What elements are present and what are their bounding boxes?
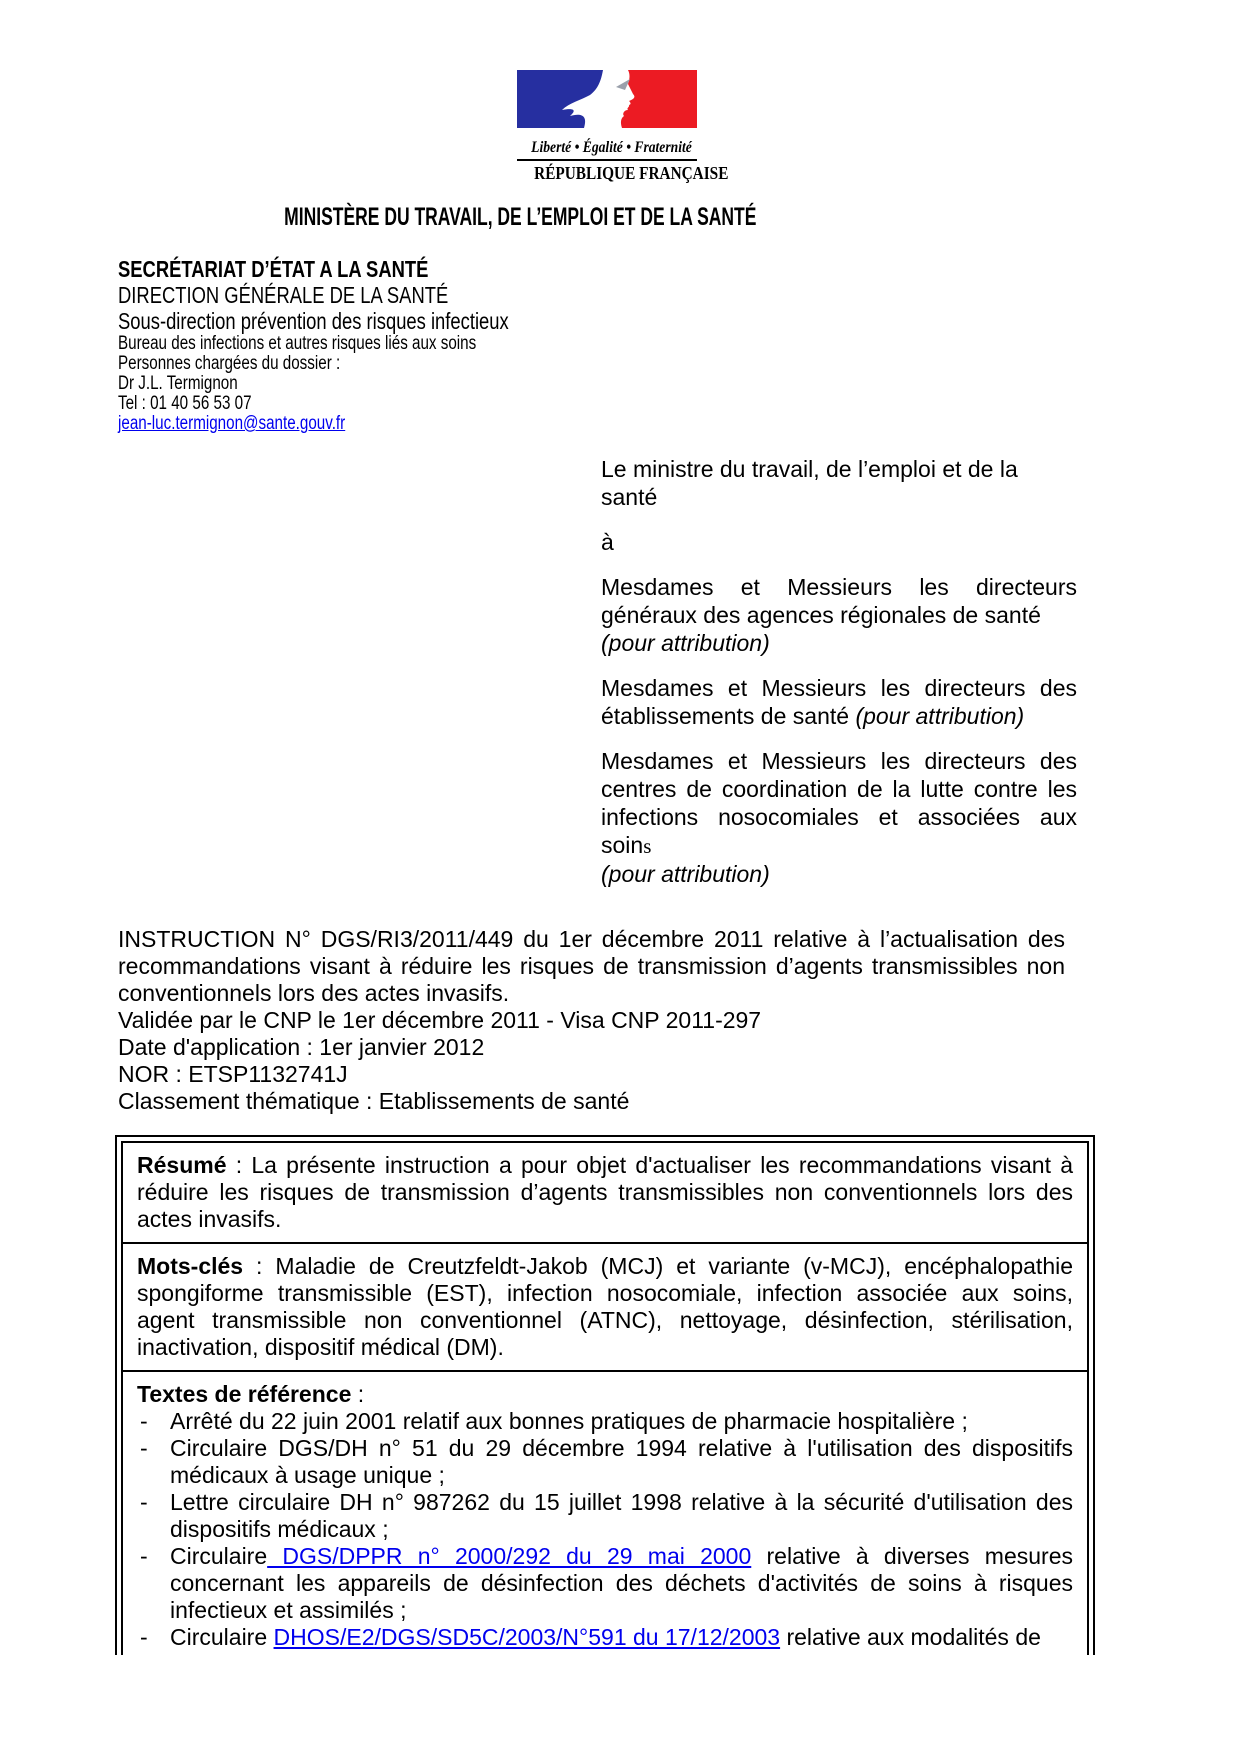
mots-cles-text: Maladie de Creutzfeldt-Jakob (MCJ) et variante (v-MCJ), encéphalopathie spongiforme transmissible (EST), infection nosocomiale, infection associée aux soins, agent transmissible non conventionnel (ATNC), nettoyage, désinfection, stérilisation, inactivation, dispositif médical (DM). — [137, 1253, 1074, 1360]
dash-bullet: - — [140, 1489, 148, 1515]
instruction-date-application: Date d'application : 1er janvier 2012 — [118, 1034, 485, 1060]
reference-link-dgs-dppr[interactable]: DGS/DPPR n° 2000/292 du 29 mai 2000 — [267, 1543, 752, 1569]
marianne-logo — [517, 70, 697, 128]
textes-reference-label: Textes de référence — [137, 1381, 352, 1407]
dash-bullet: - — [140, 1408, 148, 1434]
instruction-block — [118, 926, 1065, 1115]
logo-motto: Liberté • Égalité • Fraternité — [531, 139, 692, 156]
sender-phone: Tel : 01 40 56 53 07 — [118, 393, 252, 414]
sender-email-link[interactable]: jean-luc.termignon@sante.gouv.fr — [118, 413, 346, 434]
sender-secretariat: SECRÉTARIAT D’ÉTAT A LA SANTÉ — [118, 256, 429, 282]
addressee-a: à — [601, 529, 614, 555]
addressee-block — [601, 455, 1077, 905]
sender-sous-direction: Sous-direction prévention des risques infectieux — [118, 308, 509, 334]
addressee-from: Le ministre du travail, de l’emploi et de la santé — [601, 456, 1018, 510]
french-republic-logo — [517, 70, 729, 183]
sender-bureau: Bureau des infections et autres risques liés aux soins — [118, 333, 477, 354]
addressee-ars: Mesdames et Messieurs les directeurs généraux des agences régionales de santé (pour attribution) — [601, 574, 1077, 656]
textes-reference-box: Textes de référence : - Arrêté du 22 juin 2001 relatif aux bonnes pratiques de pharmacie hospitalière ; - Circulaire DGS/DH n° 51 du 29 décembre 1994 relative à l'utilisation des dispositifs médicaux à usage unique ; - Lettre circulaire DH n° 987262 du 15 juillet 1998 relative à la sécurité d'utilisation des dispositifs médicaux ; - Circulaire DGS/DPPR n° 2000/292 du 29 mai 2000 relative à diverses mesures concernant les appareils de désinfection des déchets d'activités de soins à risques infectieux et assimilés ; - Circulaire DHOS/E2/DGS/SD5C/2003/N°591 du 17/12/2003 relative aux modalités de — [123, 1370, 1087, 1655]
logo-republique: RÉPUBLIQUE FRANÇAISE — [534, 163, 729, 183]
dash-bullet: - — [140, 1543, 148, 1569]
mots-cles-label: Mots-clés — [137, 1253, 244, 1279]
sender-direction: DIRECTION GÉNÉRALE DE LA SANTÉ — [118, 282, 449, 308]
logo-divider — [517, 159, 697, 161]
dash-bullet: - — [140, 1435, 148, 1461]
reference-link-dhos[interactable]: DHOS/E2/DGS/SD5C/2003/N°591 du 17/12/2003 — [273, 1624, 781, 1650]
reference-item: - Circulaire DHOS/E2/DGS/SD5C/2003/N°591 du 17/12/2003 relative aux modalités de — [140, 1624, 1041, 1650]
reference-item: - Lettre circulaire DH n° 987262 du 15 juillet 1998 relative à la sécurité d'utilisation des dispositifs médicaux ; — [140, 1489, 1073, 1542]
resume-box: Résumé : La présente instruction a pour objet d'actualiser les recommandations visant à réduire les risques de transmission d’agents transmissibles non conventionnels lors des actes invasifs. — [137, 1152, 1073, 1232]
reference-item: - Arrêté du 22 juin 2001 relatif aux bonnes pratiques de pharmacie hospitalière ; — [140, 1408, 968, 1434]
dash-bullet: - — [140, 1624, 148, 1650]
ministry-title: MINISTÈRE DU TRAVAIL, DE L’EMPLOI ET DE LA SANTÉ — [283, 203, 757, 231]
attribution-note: (pour attribution) — [601, 861, 770, 887]
addressee-cclin: Mesdames et Messieurs les directeurs des centres de coordination de la lutte contre les infections nosocomiales et associées aux soins (pour attribution) — [601, 748, 1077, 887]
reference-item: - Circulaire DGS/DH n° 51 du 29 décembre 1994 relative à l'utilisation des dispositifs médicaux à usage unique ; — [140, 1435, 1073, 1488]
attribution-note: (pour attribution) — [855, 703, 1025, 729]
sender-block — [118, 256, 509, 434]
sender-contact-name: Dr J.L. Termignon — [118, 373, 238, 394]
addressee-etablissements: Mesdames et Messieurs les directeurs des établissements de santé (pour attribution) — [601, 675, 1077, 729]
instruction-nor: NOR : ETSP1132741J — [118, 1061, 348, 1087]
summary-boxes-outer — [115, 1135, 1095, 1655]
resume-text: La présente instruction a pour objet d'actualiser les recommandations visant à réduire les risques de transmission d’agents transmissibles non conventionnels lors des actes invasifs. — [137, 1152, 1073, 1232]
resume-label: Résumé — [137, 1152, 227, 1178]
attribution-note: (pour attribution) — [601, 630, 770, 656]
instruction-paragraph: INSTRUCTION N° DGS/RI3/2011/449 du 1er décembre 2011 relative à l’actualisation des recommandations visant à réduire les risques de transmission d’agents transmissibles non conventionnels lors des actes invasifs. — [118, 926, 1065, 1006]
reference-item: - Circulaire DGS/DPPR n° 2000/292 du 29 mai 2000 relative à diverses mesures concernant les appareils de désinfection des déchets d'activités de soins à risques infectieux et assimilés ; — [140, 1543, 1073, 1623]
ministry-title-wrap — [100, 203, 940, 232]
instruction-classement: Classement thématique : Etablissements de santé — [118, 1088, 630, 1114]
mots-cles-box: Mots-clés : Maladie de Creutzfeldt-Jakob (MCJ) et variante (v-MCJ), encéphalopathie spongiforme transmissible (EST), infection nosocomiale, infection associée aux soins, agent transmissible non conventionnel (ATNC), nettoyage, désinfection, stérilisation, inactivation, dispositif médical (DM). — [123, 1242, 1087, 1370]
instruction-visa: Validée par le CNP le 1er décembre 2011 - Visa CNP 2011-297 — [118, 1007, 762, 1033]
summary-boxes-inner — [121, 1141, 1089, 1655]
sender-personnes: Personnes chargées du dossier : — [118, 353, 341, 374]
